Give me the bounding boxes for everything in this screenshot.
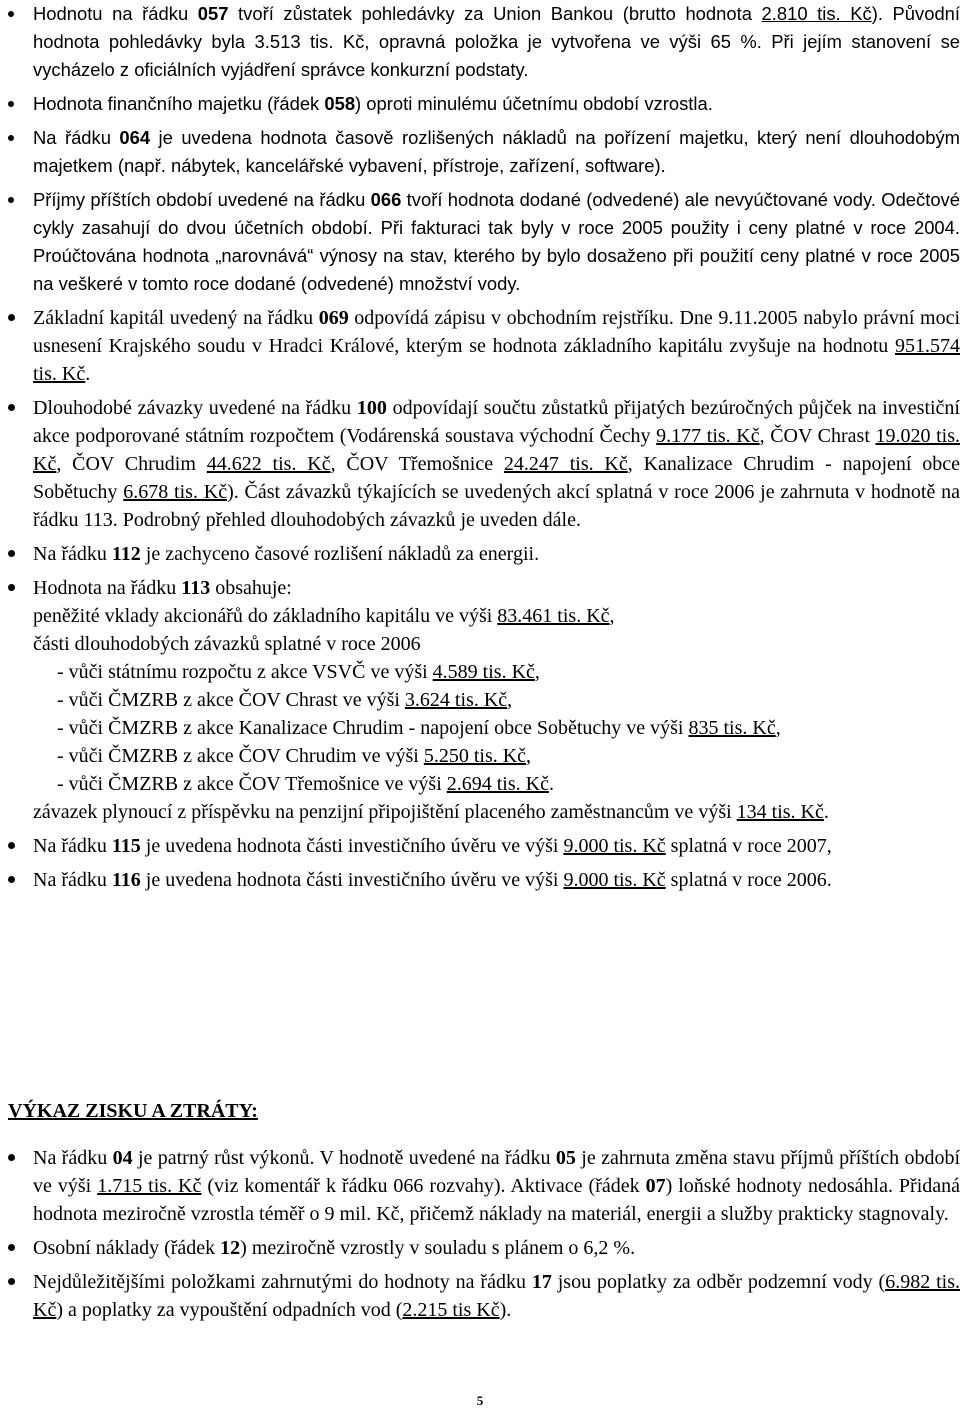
amount-value: 6.678 tis. Kč: [123, 481, 228, 503]
text-run: splatná v roce 2006.: [665, 869, 832, 891]
text-run: Hodnotu na řádku: [33, 3, 198, 24]
nested-list-item: [57, 742, 960, 770]
text-run: obsahuje:: [210, 577, 292, 599]
list-item: [0, 574, 960, 826]
row-number: 116: [111, 869, 141, 891]
amount-value: 44.622 tis. Kč: [206, 453, 331, 475]
nested-list-item: [57, 658, 960, 686]
list-item: [0, 124, 960, 180]
amount-value: 5.250 tis. Kč: [423, 745, 527, 767]
list-item: [0, 832, 960, 860]
text-run: je zachyceno časové rozlišení nákladů za energii.: [140, 543, 540, 565]
text-run: odpovídá zápisu v obchodním rejstříku. Dne 9.11.2005 nabylo právní moci usnesení Krajského soudu v Hradci Králové, kterým se hodnota základního kapitálu zvyšuje na hodnotu: [33, 307, 960, 357]
sub-list: [0, 602, 960, 826]
paragraph: [33, 1234, 960, 1262]
text-run: , ČOV Chrast: [759, 425, 876, 447]
row-number: 100: [356, 397, 387, 419]
row-number: 04: [112, 1147, 133, 1169]
text-run: ,: [507, 689, 513, 711]
text-run: Dlouhodobé závazky uvedené na řádku: [33, 397, 357, 419]
text-run: - vůči ČMZRB z akce ČOV Třemošnice ve výši: [57, 773, 447, 795]
row-number: 057: [197, 3, 229, 24]
row-number: 066: [370, 189, 402, 210]
text-run: ). Původní hodnota pohledávky byla 3.513 tis. Kč, opravná položka je vytvořena ve výši 65 %. Při jejím stanovení se vycházelo z oficiálních vyjádření správce konkurzní podstaty.: [33, 3, 960, 80]
text-run: závazek plynoucí z příspěvku na penzijní připojištění placeného zaměstnancům ve výši: [33, 801, 737, 823]
text-run: Při fakturaci tak byly v roce 2005 použity i ceny platné v roce 2004. Proúčtována hodnota „narovnává“ výnosy na stav, kterého by bylo dosaženo při použití ceny platné v roce 2005 na veškeré v tomto roce dodané (odvedené) množství vody.: [33, 217, 960, 294]
page-number: 5: [476, 1393, 484, 1408]
amount-value: 951.574 tis. Kč: [33, 335, 960, 385]
text-run: - vůči ČMZRB z akce ČOV Chrudim ve výši: [57, 745, 424, 767]
row-number: 07: [645, 1175, 666, 1197]
text-run: Osobní náklady (řádek: [33, 1237, 221, 1259]
text-run: Na řádku: [33, 127, 120, 148]
row-number: 115: [111, 835, 141, 857]
amount-value: 3.624 tis. Kč: [404, 689, 508, 711]
text-run: odpovídají součtu zůstatků přijatých bezúročných půjček na investiční akce podporované státním rozpočtem (Vodárenská soustava východní Čechy: [33, 397, 960, 447]
paragraph: [33, 304, 960, 388]
list-item: [0, 1268, 960, 1324]
nested-list-item: [57, 714, 960, 742]
text-run: ).: [499, 1299, 512, 1321]
row-number: 12: [220, 1237, 241, 1259]
text-run: je uvedena hodnota části investičního úvěru ve výši: [140, 869, 564, 891]
text-run: je uvedena hodnota časově rozlišených nákladů na pořízení majetku, který není dlouhodobým majetkem (např. nábytek, kancelářské vybavení, přístroje, zařízení, software).: [33, 127, 960, 176]
text-run: Na řádku: [33, 1147, 113, 1169]
paragraph: [33, 540, 960, 568]
amount-value: 83.461 tis. Kč: [497, 605, 610, 627]
row-number: 17: [531, 1271, 552, 1293]
text-run: je zahrnuta změna stavu příjmů příštích období ve výši: [33, 1147, 960, 1197]
sub-list-item: [0, 602, 960, 630]
text-run: Na řádku: [33, 835, 112, 857]
text-run: je uvedena hodnota části investičního úvěru ve výši: [140, 835, 564, 857]
paragraph: [33, 832, 960, 860]
text-run: Nejdůležitějšími položkami zahrnutými do hodnoty na řádku: [33, 1271, 532, 1293]
paragraph: [33, 1144, 960, 1228]
sub-paragraph: [33, 798, 960, 826]
text-run: Příjmy příštích období uvedené na řádku: [33, 189, 371, 210]
text-run: části dlouhodobých závazků splatné v roce 2006: [33, 633, 421, 655]
paragraph: [33, 394, 960, 534]
amount-value: 2.215 tis Kč: [402, 1299, 500, 1321]
list-item: [0, 0, 960, 84]
row-number: 112: [111, 543, 141, 565]
row-number: 05: [555, 1147, 576, 1169]
sub-paragraph: [33, 630, 960, 658]
amount-value: 9.000 tis. Kč: [563, 835, 666, 857]
text-run: ,: [775, 717, 781, 739]
sub-paragraph: [33, 602, 960, 630]
amount-value: 835 tis. Kč: [688, 717, 776, 739]
text-run: - vůči státnímu rozpočtu z akce VSVČ ve výši: [57, 661, 433, 683]
amount-value: 2.694 tis. Kč: [446, 773, 549, 795]
text-run: - vůči ČMZRB z akce ČOV Chrast ve výši: [57, 689, 405, 711]
text-run: tvoří zůstatek pohledávky za Union Bankou (brutto hodnota: [228, 3, 762, 24]
text-run: splatná v roce 2007,: [665, 835, 832, 857]
nested-list: [33, 658, 960, 798]
text-run: , ČOV Chrudim: [56, 453, 207, 475]
text-run: - vůči ČMZRB z akce Kanalizace Chrudim - napojení obce Sobětuchy ve výši: [57, 717, 689, 739]
nested-list-item: [57, 770, 960, 798]
text-run: Základní kapitál uvedený na řádku: [33, 307, 319, 329]
income-statement-notes-list: [0, 1144, 960, 1330]
row-number: 064: [119, 127, 151, 148]
text-run: Na řádku: [33, 869, 112, 891]
section-title: VÝKAZ ZISKU A ZTRÁTY:: [8, 1100, 258, 1122]
row-number: 113: [181, 577, 211, 599]
text-run: Hodnota finančního majetku (řádek: [33, 93, 325, 114]
text-run: Hodnota na řádku: [33, 577, 182, 599]
text-run: , ČOV Třemošnice: [330, 453, 504, 475]
amount-value: 9.000 tis. Kč: [563, 869, 666, 891]
paragraph: [33, 0, 960, 84]
sub-list-item: [0, 798, 960, 826]
paragraph: [33, 574, 960, 602]
sub-list-item: [0, 630, 960, 798]
list-item: [0, 866, 960, 894]
text-run: ) meziročně vzrostly v souladu s plánem o 6,2 %.: [240, 1237, 636, 1259]
paragraph: [33, 866, 960, 894]
text-run: ) oproti minulému účetnímu období vzrostla.: [355, 93, 713, 114]
text-run: , Kanalizace Chrudim - napojení obce Sobětuchy: [33, 453, 960, 503]
text-run: ). Část závazků týkajících se uvedených akcí splatná v roce 2006 je zahrnuta v hodnotě na řádku 113. Podrobný přehled dlouhodobých závazků je uveden dále.: [33, 481, 960, 531]
amount-value: 4.589 tis. Kč: [432, 661, 535, 683]
text-run: .: [823, 801, 829, 823]
amount-value: 19.020 tis. Kč: [33, 425, 960, 475]
text-run: .: [85, 363, 91, 385]
text-run: jsou poplatky za odběr podzemní vody (: [551, 1271, 886, 1293]
text-run: ,: [526, 745, 532, 767]
paragraph: [33, 90, 960, 118]
list-item: [0, 1234, 960, 1262]
list-item: [0, 540, 960, 568]
paragraph: [33, 186, 960, 298]
text-run: tvoří hodnota dodané (odvedené) ale nevyúčtované vody. Odečtové cykly zasahují do dvou účetních období.: [33, 189, 960, 238]
amount-value: 6.982 tis. Kč: [33, 1271, 960, 1321]
paragraph: [33, 124, 960, 180]
text-run: ,: [609, 605, 615, 627]
text-run: Na řádku: [33, 543, 112, 565]
paragraph: [33, 1268, 960, 1324]
amount-value: 134 tis. Kč: [736, 801, 824, 823]
text-run: ) a poplatky za vypouštění odpadních vod (: [56, 1299, 403, 1321]
list-item: [0, 304, 960, 388]
list-item: [0, 90, 960, 118]
row-number: 069: [318, 307, 349, 329]
text-run: peněžité vklady akcionářů do základního kapitálu ve výši: [33, 605, 498, 627]
row-number: 058: [324, 93, 356, 114]
list-item: [0, 1144, 960, 1228]
list-item: [0, 394, 960, 534]
text-run: ) loňské hodnoty nedosáhla. Přidaná hodnota meziročně vzrostla téměř o 9 mil. Kč, přičemž náklady na materiál, energii a služby prakticky stagnovaly.: [33, 1175, 960, 1225]
text-run: ,: [534, 661, 540, 683]
nested-list-item: [57, 686, 960, 714]
amount-value: 2.810 tis. Kč: [761, 3, 872, 24]
text-run: je patrný růst výkonů. V hodnotě uvedené na řádku: [132, 1147, 556, 1169]
amount-value: 24.247 tis. Kč: [503, 453, 628, 475]
amount-value: 1.715 tis. Kč: [97, 1175, 202, 1197]
text-run: .: [548, 773, 554, 795]
text-run: (viz komentář k řádku 066 rozvahy). Aktivace (řádek: [201, 1175, 646, 1197]
amount-value: 9.177 tis. Kč: [656, 425, 760, 447]
list-item: [0, 186, 960, 298]
